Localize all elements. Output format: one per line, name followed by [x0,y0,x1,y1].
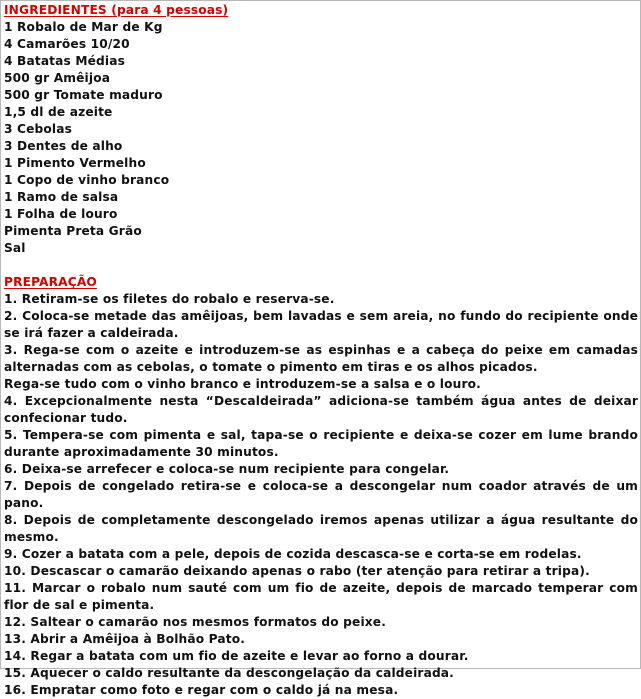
ingredient-item: 500 gr Amêijoa [4,71,111,85]
preparation-step: 15. Aquecer o caldo resultante da descongelação da caldeirada. [4,666,454,680]
preparation-step: 5. Tempera-se com pimenta e sal, tapa-se o recipiente e deixa-se cozer em lume brando durante aproximadamente 30 minutos. [4,428,638,459]
ingredient-item: 1,5 dl de azeite [4,105,113,119]
ingredient-item: 1 Folha de louro [4,207,118,221]
ingredient-item: 1 Copo de vinho branco [4,173,170,187]
ingredient-item: 3 Dentes de alho [4,139,123,153]
ingredient-item: Sal [4,241,26,255]
ingredients-list [4,19,638,257]
preparation-step: 14. Regar a batata com um fio de azeite e levar ao forno a dourar. [4,649,469,663]
preparation-step: 6. Deixa-se arrefecer e coloca-se num recipiente para congelar. [4,462,450,476]
preparation-step: 9. Cozer a batata com a pele, depois de cozida descasca-se e corta-se em rodelas. [4,547,582,561]
preparation-step: 2. Coloca-se metade das amêijoas, bem lavadas e sem areia, no fundo do recipiente onde se irá fazer a caldeirada. [4,309,638,340]
ingredient-item: 4 Camarões 10/20 [4,37,130,51]
preparation-step: 10. Descascar o camarão deixando apenas o rabo (ter atenção para retirar a tripa). [4,564,590,578]
ingredient-item: 3 Cebolas [4,122,73,136]
preparation-step: 13. Abrir a Amêijoa à Bolhão Pato. [4,632,246,646]
preparation-step: 3. Rega-se com o azeite e introduzem-se as espinhas e a cabeça do peixe em camadas alternadas com as cebolas, o tomate o pimento em tiras e os alhos picados. [4,343,638,374]
ingredient-item: 500 gr Tomate maduro [4,88,163,102]
preparation-steps [4,291,638,699]
ingredient-item: 1 Robalo de Mar de Kg [4,20,163,34]
ingredient-item: 4 Batatas Médias [4,54,126,68]
preparation-step: 16. Empratar como foto e regar com o caldo já na mesa. [4,683,399,697]
preparation-step: 11. Marcar o robalo num sauté com um fio de azeite, depois de marcado temperar com flor de sal e pimenta. [4,581,638,612]
section-gap [4,257,638,274]
preparation-step: 4. Excepcionalmente nesta “Descaldeirada” adiciona-se também água antes de deixar confecionar tudo. [4,394,638,425]
recipe-content [4,2,638,699]
preparation-step: 1. Retiram-se os filetes do robalo e reserva-se. [4,292,335,306]
preparation-heading: PREPARAÇÃO [4,275,97,289]
preparation-step: 7. Depois de congelado retira-se e coloca-se a descongelar num coador através de um pano. [4,479,638,510]
ingredient-item: 1 Ramo de salsa [4,190,119,204]
ingredients-heading: INGREDIENTES (para 4 pessoas) [4,3,229,17]
preparation-step: Rega-se tudo com o vinho branco e introduzem-se a salsa e o louro. [4,377,481,391]
preparation-step: 8. Depois de completamente descongelado iremos apenas utilizar a água resultante do mesmo. [4,513,638,544]
preparation-step: 12. Saltear o camarão nos mesmos formatos do peixe. [4,615,386,629]
ingredient-item: Pimenta Preta Grão [4,224,142,238]
ingredient-item: 1 Pimento Vermelho [4,156,146,170]
